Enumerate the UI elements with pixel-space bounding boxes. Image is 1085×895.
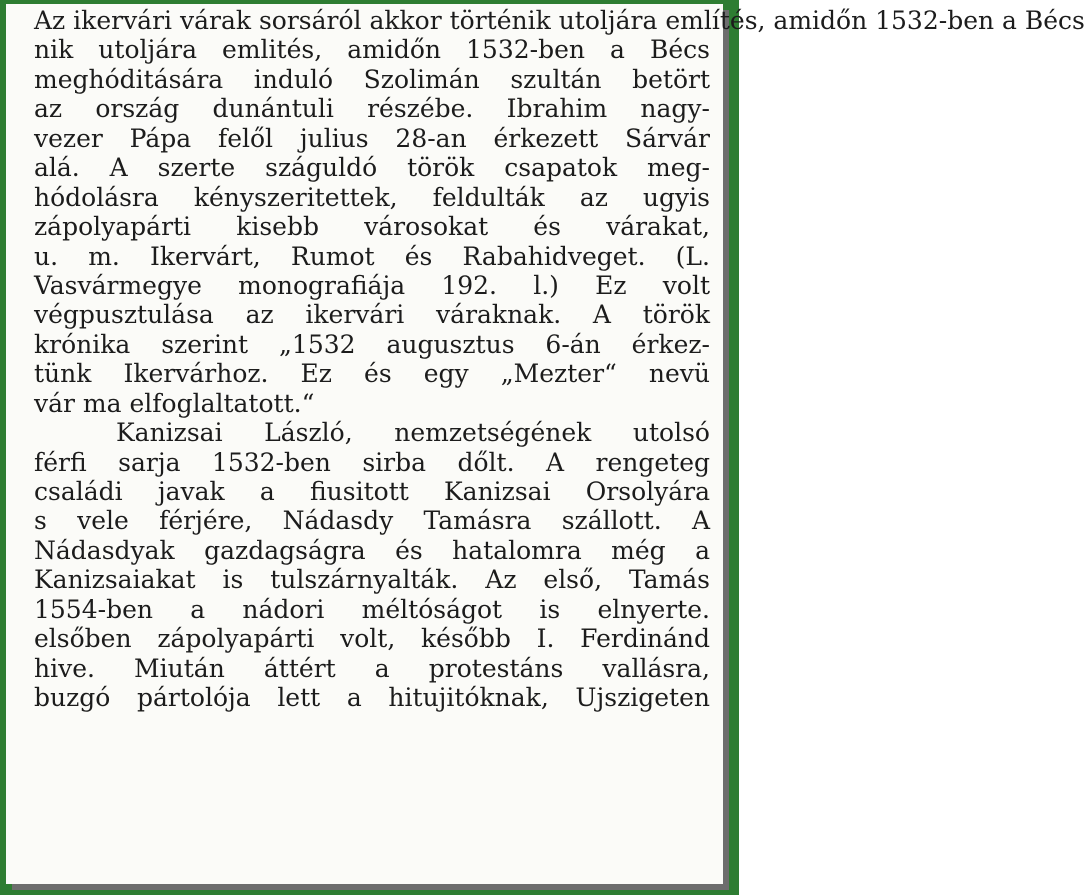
text-line: hive. Miután áttért a protestáns vallásra, xyxy=(34,653,710,683)
text-line: férfi sarja 1532-ben sirba dőlt. A rengeteg xyxy=(34,447,710,477)
text-line: Vasvármegye monografiája 192. l.) Ez volt xyxy=(34,270,710,300)
text-line: elsőben zápolyapárti volt, később I. Ferdinánd xyxy=(34,624,710,654)
text-line: u. m. Ikervárt, Rumot és Rabahidveget. (L. xyxy=(34,241,710,271)
text-line: Kanizsaiakat is tulszárnyalták. Az első, Tamás xyxy=(34,565,710,595)
text-line: nik utoljára emlités, amidőn 1532-ben a Bécs xyxy=(34,35,710,65)
text-line: s vele férjére, Nádasdy Tamásra szállott. A xyxy=(34,506,710,536)
text-line: buzgó pártolója lett a hitujitóknak, Ujszigeten xyxy=(34,683,710,713)
body-text xyxy=(34,6,1085,713)
text-line: meghóditására induló Szolimán szultán betört xyxy=(34,64,710,94)
text-line: vár ma elfoglaltatott.“ xyxy=(34,388,315,418)
text-line: vezer Pápa felől julius 28-an érkezett Sárvár xyxy=(34,123,710,153)
text-line: végpusztulása az ikervári váraknak. A török xyxy=(34,300,710,330)
text-line: tünk Ikervárhoz. Ez és egy „Mezter“ nevü xyxy=(34,359,710,389)
text-line: Az ikervári várak sorsáról akkor történik utoljára említés, amidőn 1532-ben a Bécs xyxy=(34,6,1085,35)
text-line: krónika szerint „1532 augusztus 6-án érkez- xyxy=(34,329,710,359)
text-line: Nádasdyak gazdagságra és hatalomra még a xyxy=(34,535,710,565)
text-line: zápolyapárti kisebb városokat és várakat, xyxy=(34,212,710,242)
text-line: alá. A szerte száguldó török csapatok meg- xyxy=(34,153,710,183)
text-line: az ország dunántuli részébe. Ibrahim nagy- xyxy=(34,94,710,124)
text-line: hódolásra kényszeritettek, feldulták az ugyis xyxy=(34,182,710,212)
text-line: Kanizsai László, nemzetségének utolsó xyxy=(116,418,710,448)
scanned-page xyxy=(6,4,1085,884)
text-line: családi javak a fiusitott Kanizsai Orsolyára xyxy=(34,477,710,506)
text-line: 1554-ben a nádori méltóságot is elnyerte. xyxy=(34,594,710,624)
